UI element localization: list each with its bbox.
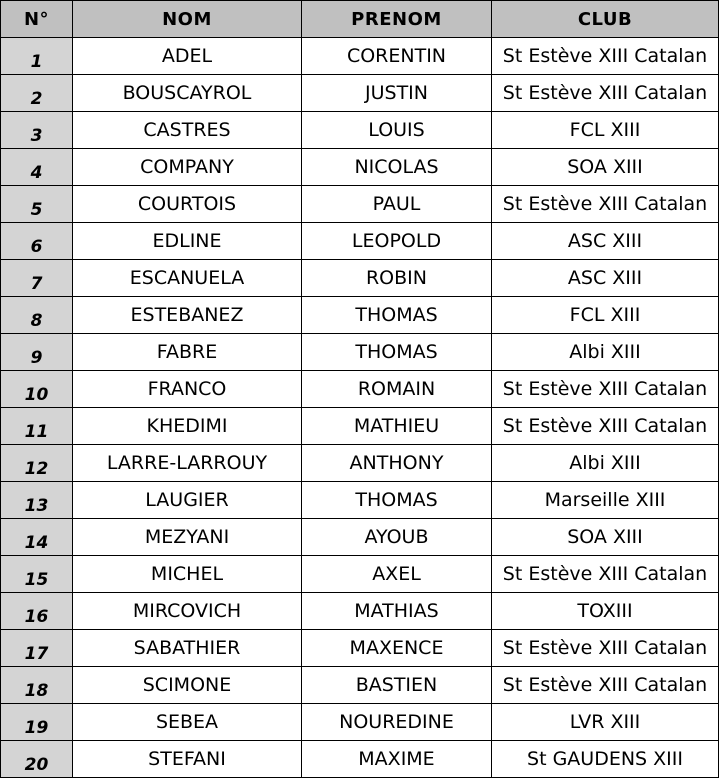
club-cell: St Estève XIII Catalan [492, 667, 719, 704]
first-name-cell: THOMAS [302, 482, 492, 519]
last-name-cell: CASTRES [73, 112, 302, 149]
first-name-cell: MAXIME [302, 741, 492, 778]
last-name-cell: COURTOIS [73, 186, 302, 223]
club-cell: SOA XIII [492, 519, 719, 556]
row-number: 12 [1, 445, 73, 482]
first-name-cell: THOMAS [302, 297, 492, 334]
row-number: 20 [1, 741, 73, 778]
last-name-cell: BOUSCAYROL [73, 75, 302, 112]
first-name-cell: MAXENCE [302, 630, 492, 667]
first-name-cell: LOUIS [302, 112, 492, 149]
last-name-cell: ESTEBANEZ [73, 297, 302, 334]
club-cell: LVR XIII [492, 704, 719, 741]
first-name-cell: JUSTIN [302, 75, 492, 112]
club-cell: ASC XIII [492, 223, 719, 260]
table-row [1, 260, 719, 297]
first-name-cell: MATHIEU [302, 408, 492, 445]
row-number: 10 [1, 371, 73, 408]
last-name-cell: LARRE-LARROUY [73, 445, 302, 482]
club-cell: TOXIII [492, 593, 719, 630]
table-header [1, 1, 719, 38]
first-name-cell: CORENTIN [302, 38, 492, 75]
table-row [1, 186, 719, 223]
first-name-cell: BASTIEN [302, 667, 492, 704]
row-number: 11 [1, 408, 73, 445]
table-row [1, 297, 719, 334]
table-row [1, 593, 719, 630]
last-name-cell: EDLINE [73, 223, 302, 260]
table-row [1, 630, 719, 667]
first-name-cell: NOUREDINE [302, 704, 492, 741]
last-name-cell: MIRCOVICH [73, 593, 302, 630]
row-number: 6 [1, 223, 73, 260]
row-number: 18 [1, 667, 73, 704]
club-cell: Marseille XIII [492, 482, 719, 519]
table-row [1, 667, 719, 704]
club-cell: St Estève XIII Catalan [492, 630, 719, 667]
table-row [1, 704, 719, 741]
row-number: 2 [1, 75, 73, 112]
club-cell: St Estève XIII Catalan [492, 556, 719, 593]
last-name-cell: MICHEL [73, 556, 302, 593]
club-cell: Albi XIII [492, 445, 719, 482]
last-name-cell: FABRE [73, 334, 302, 371]
club-cell: St Estève XIII Catalan [492, 186, 719, 223]
row-number: 4 [1, 149, 73, 186]
first-name-cell: ROBIN [302, 260, 492, 297]
first-name-cell: PAUL [302, 186, 492, 223]
first-name-cell: ROMAIN [302, 371, 492, 408]
row-number: 19 [1, 704, 73, 741]
table-row [1, 482, 719, 519]
table-row [1, 75, 719, 112]
first-name-cell: THOMAS [302, 334, 492, 371]
header-nom: NOM [73, 1, 302, 38]
table-row [1, 408, 719, 445]
last-name-cell: SEBEA [73, 704, 302, 741]
header-prenom: PRENOM [302, 1, 492, 38]
last-name-cell: COMPANY [73, 149, 302, 186]
row-number: 14 [1, 519, 73, 556]
table-row [1, 556, 719, 593]
header-club: CLUB [492, 1, 719, 38]
club-cell: Albi XIII [492, 334, 719, 371]
club-cell: FCL XIII [492, 297, 719, 334]
table-row [1, 371, 719, 408]
club-cell: ASC XIII [492, 260, 719, 297]
row-number: 7 [1, 260, 73, 297]
first-name-cell: AXEL [302, 556, 492, 593]
table-body [1, 38, 719, 778]
club-cell: St GAUDENS XIII [492, 741, 719, 778]
header-row [1, 1, 719, 38]
club-cell: FCL XIII [492, 112, 719, 149]
club-cell: St Estève XIII Catalan [492, 38, 719, 75]
row-number: 9 [1, 334, 73, 371]
row-number: 1 [1, 38, 73, 75]
last-name-cell: SABATHIER [73, 630, 302, 667]
club-cell: St Estève XIII Catalan [492, 408, 719, 445]
row-number: 16 [1, 593, 73, 630]
first-name-cell: AYOUB [302, 519, 492, 556]
first-name-cell: ANTHONY [302, 445, 492, 482]
last-name-cell: STEFANI [73, 741, 302, 778]
last-name-cell: FRANCO [73, 371, 302, 408]
header-num: N° [1, 1, 73, 38]
row-number: 3 [1, 112, 73, 149]
club-cell: St Estève XIII Catalan [492, 371, 719, 408]
table-row [1, 741, 719, 778]
first-name-cell: NICOLAS [302, 149, 492, 186]
last-name-cell: ESCANUELA [73, 260, 302, 297]
table-row [1, 445, 719, 482]
row-number: 13 [1, 482, 73, 519]
table-row [1, 112, 719, 149]
table-row [1, 38, 719, 75]
last-name-cell: SCIMONE [73, 667, 302, 704]
table-row [1, 519, 719, 556]
row-number: 5 [1, 186, 73, 223]
last-name-cell: ADEL [73, 38, 302, 75]
first-name-cell: LEOPOLD [302, 223, 492, 260]
row-number: 17 [1, 630, 73, 667]
last-name-cell: KHEDIMI [73, 408, 302, 445]
club-cell: St Estève XIII Catalan [492, 75, 719, 112]
club-cell: SOA XIII [492, 149, 719, 186]
table-row [1, 223, 719, 260]
first-name-cell: MATHIAS [302, 593, 492, 630]
table-row [1, 149, 719, 186]
last-name-cell: MEZYANI [73, 519, 302, 556]
row-number: 15 [1, 556, 73, 593]
table-row [1, 334, 719, 371]
last-name-cell: LAUGIER [73, 482, 302, 519]
row-number: 8 [1, 297, 73, 334]
